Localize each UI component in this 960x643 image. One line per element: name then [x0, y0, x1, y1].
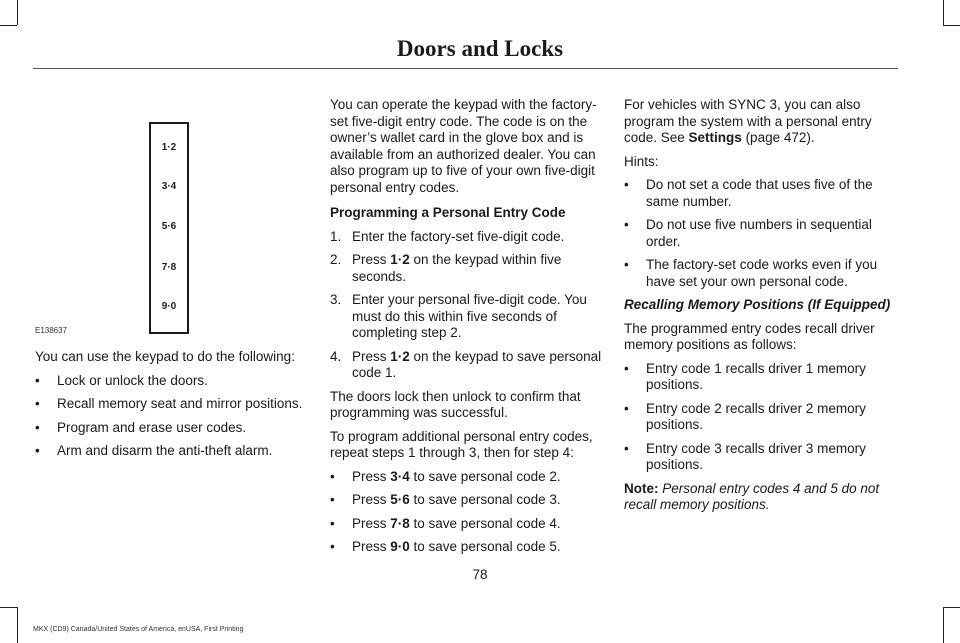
recall-intro: The programmed entry codes recall driver memory positions as follows: — [624, 320, 875, 352]
bullet-marker: • — [624, 440, 629, 456]
list-item: • Press 7·8 to save personal code 4. — [330, 515, 561, 531]
crop-mark-top-right-v — [943, 0, 944, 25]
hints-label: Hints: — [624, 153, 659, 169]
bullet-marker: • — [35, 372, 40, 388]
list-item: • Press 3·4 to save personal code 2. — [330, 468, 561, 484]
key-label: 7·8 — [390, 515, 410, 531]
keypad-key-1-2: 1·2 — [161, 142, 177, 153]
crop-mark-bottom-left-h — [0, 607, 17, 608]
step-item: 4. Press 1·2 on the keypad to save personal code 1. — [330, 348, 602, 380]
key-label: 1·2 — [390, 348, 410, 364]
list-item: • Press 5·6 to save personal code 3. — [330, 492, 561, 507]
header-rule — [33, 68, 898, 69]
list-item: • Recall memory seat and mirror positions. — [35, 396, 303, 411]
note-label: Note: — [624, 480, 659, 496]
bullet-marker: • — [35, 419, 40, 435]
page-number: 78 — [472, 567, 488, 582]
column-left — [35, 349, 310, 467]
bullet-marker: • — [35, 396, 40, 411]
programming-heading: Programming a Personal Entry Code — [330, 205, 566, 220]
bullet-marker: • — [624, 400, 629, 416]
crop-mark-bottom-left-v — [17, 607, 18, 643]
sync-text: For vehicles with SYNC 3, you can also program the system with a personal entry code. See Settings (page 472). — [624, 97, 872, 145]
list-item: • Do not set a code that uses five of the same number. — [624, 177, 873, 209]
bullet-marker: • — [624, 257, 629, 272]
keypad-key-7-8: 7·8 — [161, 262, 177, 273]
list-item: • Entry code 1 recalls driver 1 memory positions. — [624, 360, 866, 392]
keypad-illustration — [149, 122, 189, 334]
keypad-key-3-4: 3·4 — [161, 181, 177, 192]
key-label: 1·2 — [390, 252, 410, 267]
list-item: • The factory-set code works even if you have set your own personal code. — [624, 257, 878, 289]
keypad-key-5-6: 5·6 — [161, 221, 177, 232]
bullet-marker: • — [330, 492, 335, 507]
key-label: 5·6 — [390, 492, 410, 507]
column-right — [624, 97, 894, 521]
crop-mark-bottom-right-h — [943, 607, 960, 608]
step-item: 2. Press 1·2 on the keypad within five seconds. — [330, 252, 562, 284]
key-label: 3·4 — [390, 468, 410, 484]
bullet-marker: • — [330, 515, 335, 531]
settings-link[interactable]: Settings — [688, 130, 742, 145]
list-item: • Arm and disarm the anti-theft alarm. — [35, 443, 273, 458]
list-item: • Program and erase user codes. — [35, 419, 247, 435]
figure-image-code: E138637 — [35, 326, 68, 335]
crop-mark-top-right-h — [943, 25, 960, 26]
additional-codes-text: To program additional personal entry codes, repeat steps 1 through 3, then for step 4: — [330, 428, 593, 460]
crop-mark-bottom-right-v — [943, 607, 944, 643]
list-item: • Press 9·0 to save personal code 5. — [330, 539, 561, 554]
bullet-marker: • — [35, 443, 40, 458]
step-item: 1. Enter the factory-set five-digit code. — [330, 228, 565, 244]
keypad-key-9-0: 9·0 — [161, 301, 177, 312]
bullet-marker: • — [624, 177, 629, 192]
list-item: • Lock or unlock the doors. — [35, 372, 208, 388]
page-header-title: Doors and Locks — [396, 36, 564, 61]
crop-mark-top-left-h — [0, 25, 17, 26]
confirm-text: The doors lock then unlock to confirm that programming was successful. — [330, 388, 581, 420]
keypad-uses-intro: You can use the keypad to do the following: — [35, 349, 295, 364]
column-middle — [330, 97, 602, 563]
step-item: 3. Enter your personal five-digit code. You must do this within five seconds of completing step 2. — [330, 292, 587, 340]
list-item: • Entry code 3 recalls driver 3 memory positions. — [624, 440, 866, 472]
list-item: • Entry code 2 recalls driver 2 memory positions. — [624, 400, 866, 432]
footer-text: MKX (CD9) Canada/United States of America, enUSA, First Printing — [33, 626, 244, 633]
bullet-marker: • — [330, 468, 335, 484]
bullet-marker: • — [624, 360, 629, 376]
list-item: • Do not use five numbers in sequential order. — [624, 217, 872, 249]
factory-code-intro: You can operate the keypad with the factory-set five-digit entry code. The code is on the owner’s wallet card in the glove box and is available from an authorized dealer. You can also program up to five of your own five-digit personal entry codes. — [330, 97, 597, 195]
crop-mark-top-left-v — [17, 0, 18, 25]
key-label: 9·0 — [390, 539, 410, 554]
bullet-marker: • — [330, 539, 335, 554]
note-text: Note: Personal entry codes 4 and 5 do not recall memory positions. — [624, 480, 880, 512]
recall-heading: Recalling Memory Positions (If Equipped) — [624, 297, 891, 312]
bullet-marker: • — [624, 217, 629, 232]
